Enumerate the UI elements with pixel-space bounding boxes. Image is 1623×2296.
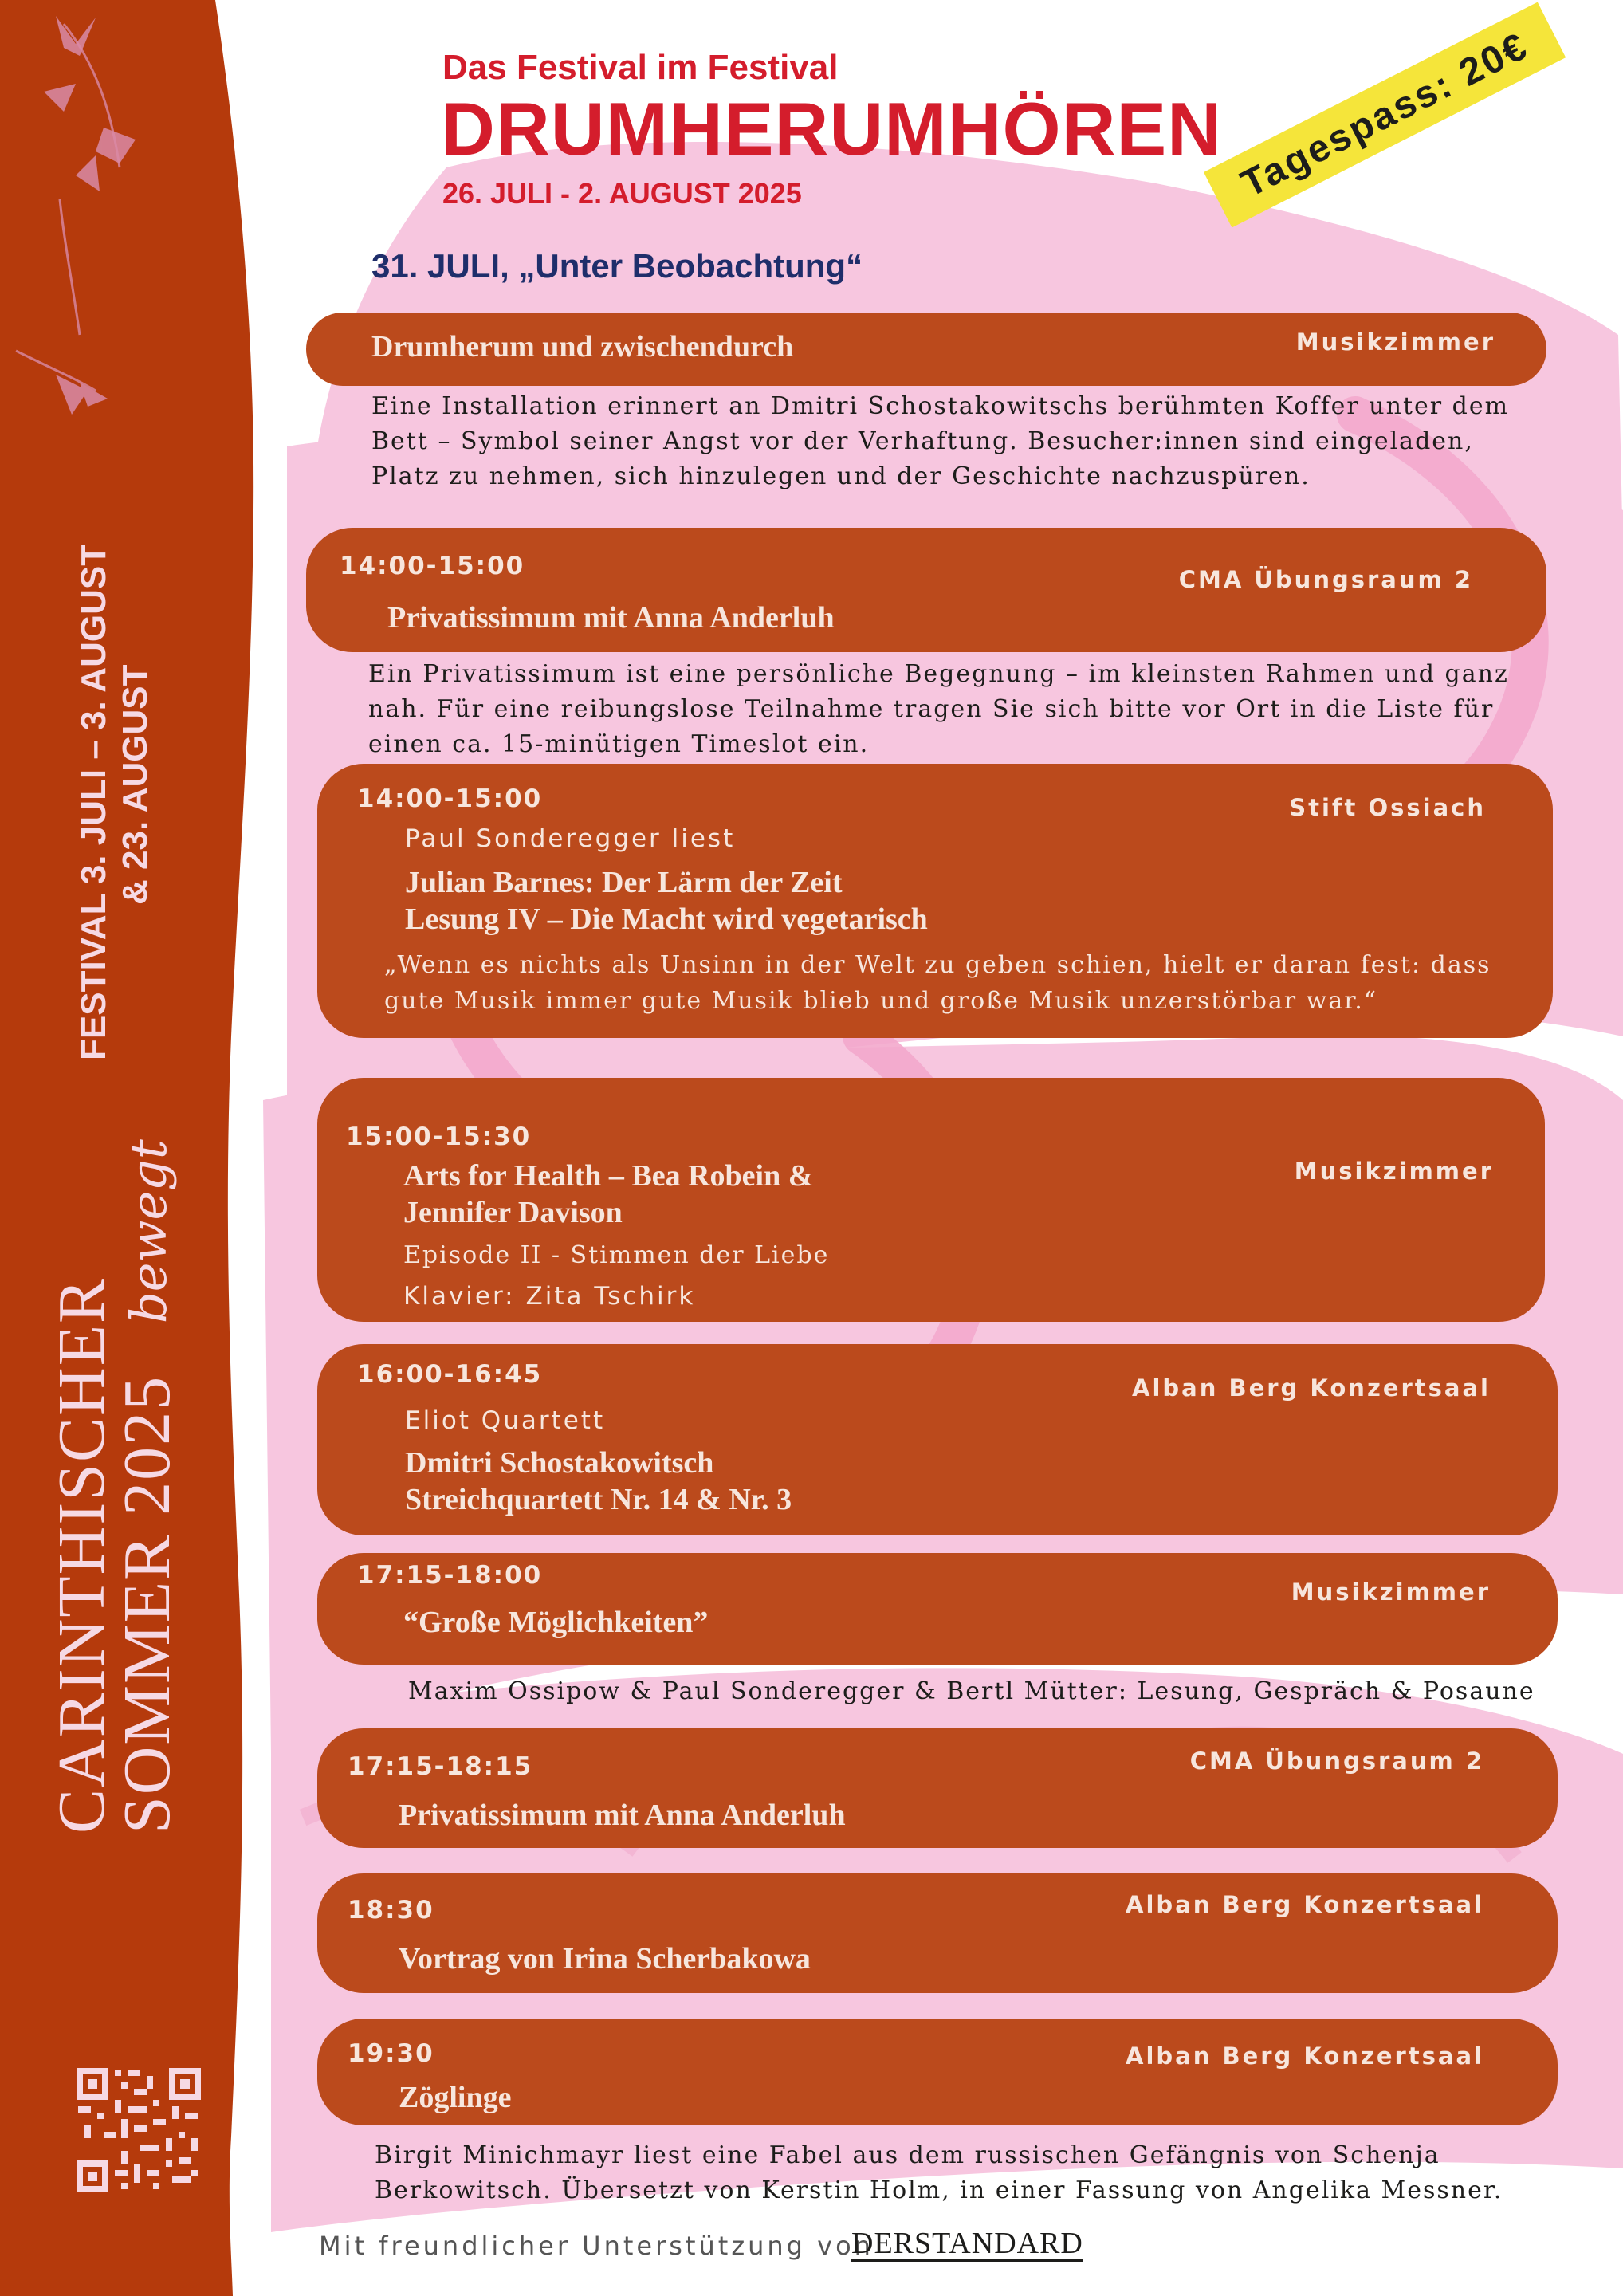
event-time: 17:15-18:00 (357, 1561, 543, 1590)
title-line: Streichquartett Nr. 14 & Nr. 3 (405, 1483, 792, 1516)
event-card-grosse-moeglichkeiten[interactable] (317, 1553, 1558, 1665)
event-venue: Alban Berg Konzertsaal (1132, 1374, 1491, 1402)
event-title: Privatissimum mit Anna Anderluh (399, 1799, 846, 1832)
event-title (405, 864, 928, 938)
event-title: Drumherum und zwischendurch (371, 330, 794, 364)
event-card-zoeglinge[interactable] (317, 2019, 1558, 2125)
event-venue: Alban Berg Konzertsaal (1126, 1891, 1484, 1918)
event-description (371, 389, 1509, 494)
description-line: Maxim Ossipow & Paul Sonderegger & Bertl Mütter: Lesung, Gespräch & Posaune (408, 1677, 1535, 1705)
festival-dates: 26. JULI - 2. AUGUST 2025 (442, 177, 802, 210)
description-line: nah. Für eine reibungslose Teilnahme tragen Sie sich bitte vor Ort in die Liste für (368, 695, 1495, 723)
event-episode: Episode II - Stimmen der Liebe (403, 1241, 830, 1269)
event-description (375, 2138, 1503, 2208)
title-line: Julian Barnes: Der Lärm der Zeit (405, 866, 843, 899)
description-line: Berkowitsch. Übersetzt von Kerstin Holm, in einer Fassung von Angelika Messner. (375, 2176, 1503, 2204)
event-card-installation[interactable] (306, 313, 1546, 386)
event-title (403, 1158, 813, 1231)
quote-line: „Wenn es nichts als Unsinn in der Welt zu geben schien, hielt er daran fest: dass (384, 951, 1491, 979)
festival-title: DRUMHERUMHÖREN (441, 87, 1223, 171)
band-title-line-1: CARINTHISCHER (45, 1276, 119, 1834)
qr-code[interactable] (73, 2065, 204, 2196)
event-detail: Klavier: Zita Tschirk (403, 1282, 696, 1311)
event-description (408, 1674, 1535, 1709)
event-venue: Musikzimmer (1291, 1578, 1491, 1606)
event-card-privatissimum-2[interactable] (317, 1728, 1558, 1848)
event-time: 18:30 (348, 1896, 434, 1924)
title-line: Dmitri Schostakowitsch (405, 1446, 714, 1480)
event-title: Vortrag von Irina Scherbakowa (399, 1942, 811, 1976)
event-card-eliot-quartett[interactable] (317, 1344, 1558, 1535)
description-line: Ein Privatissimum ist eine persönliche Begegnung – im kleinsten Rahmen und ganz (368, 660, 1509, 688)
festival-dates-vertical (73, 545, 156, 1060)
event-time: 14:00-15:00 (357, 784, 543, 813)
band-title-line-2: SOMMER 2025 (110, 1374, 184, 1834)
event-venue: Stift Ossiach (1289, 794, 1486, 821)
event-time: 14:00-15:00 (340, 552, 525, 580)
event-time: 19:30 (348, 2039, 434, 2068)
event-title: Zöglinge (399, 2081, 512, 2114)
event-venue: Alban Berg Konzertsaal (1126, 2042, 1484, 2070)
event-title: Privatissimum mit Anna Anderluh (387, 601, 835, 635)
event-venue: CMA Übungsraum 2 (1178, 566, 1473, 593)
description-line: Bett – Symbol seiner Angst vor der Verhaftung. Besucher:innen sind eingeladen, (371, 427, 1474, 455)
event-performer: Paul Sonderegger liest (405, 824, 736, 853)
band-script-word: bewegt (120, 1139, 178, 1323)
event-card-arts-for-health[interactable] (317, 1078, 1545, 1322)
footer-support-text: Mit freundlicher Unterstützung von (319, 2231, 874, 2261)
festival-name-vertical (45, 1276, 184, 1834)
description-line: einen ca. 15-minütigen Timeslot ein. (368, 730, 870, 758)
event-card-privatissimum-1[interactable] (306, 528, 1546, 652)
day-pass-badge: Tagespass: 20€ (1204, 2, 1566, 228)
festival-subtitle: Das Festival im Festival (442, 48, 839, 87)
band-dates-line-2: & 23. AUGUST (116, 664, 155, 905)
event-venue: Musikzimmer (1295, 328, 1495, 356)
event-time: 15:00-15:30 (346, 1122, 532, 1151)
event-title: “Große Möglichkeiten” (403, 1606, 709, 1639)
band-dates-line-1: FESTIVAL 3. JULI – 3. AUGUST (74, 544, 113, 1060)
description-line: Eine Installation erinnert an Dmitri Schostakowitschs berühmten Koffer unter dem (371, 392, 1510, 420)
event-venue: Musikzimmer (1294, 1158, 1494, 1185)
sponsor-logo[interactable]: DERSTANDARD (851, 2227, 1083, 2260)
title-line: Lesung IV – Die Macht wird vegetarisch (405, 902, 928, 936)
quote-line: gute Musik immer gute Musik blieb und große Musik unzerstörbar war.“ (384, 987, 1378, 1015)
event-time: 17:15-18:15 (348, 1752, 533, 1781)
event-description (368, 657, 1509, 762)
event-card-vortrag[interactable] (317, 1873, 1558, 1993)
description-line: Birgit Minichmayr liest eine Fabel aus dem russischen Gefängnis von Schenja (375, 2141, 1440, 2169)
event-performer: Eliot Quartett (405, 1406, 606, 1435)
title-line: Arts for Health – Bea Robein & (403, 1159, 814, 1193)
event-quote (384, 947, 1491, 1019)
title-line: Jennifer Davison (403, 1196, 623, 1229)
description-line: Platz zu nehmen, sich hinzulegen und der Geschichte nachzuspüren. (371, 462, 1311, 490)
event-title (405, 1445, 792, 1518)
event-card-lesung[interactable] (317, 764, 1553, 1038)
day-heading: 31. JULI, „Unter Beobachtung“ (371, 247, 863, 285)
event-time: 16:00-16:45 (357, 1360, 543, 1389)
event-venue: CMA Übungsraum 2 (1189, 1748, 1484, 1775)
